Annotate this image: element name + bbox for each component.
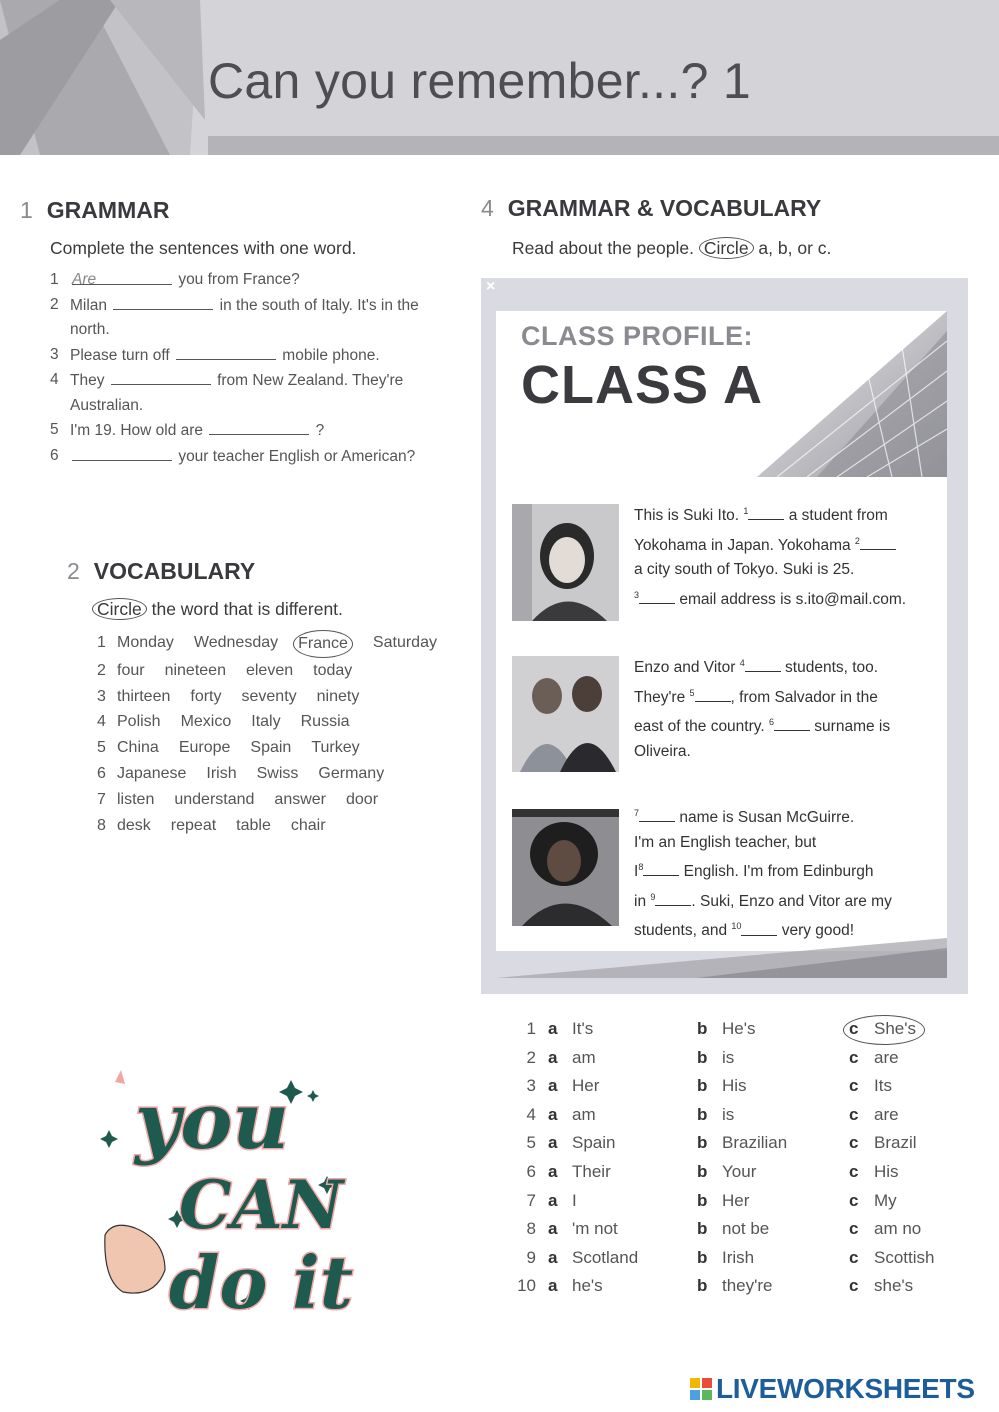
answer-row — [512, 1133, 952, 1161]
text-continuation: north. — [70, 321, 110, 338]
text: Yokohama in Japan. Yokohama — [634, 536, 855, 554]
item-number: 4 — [50, 371, 59, 388]
gap-blank[interactable] — [860, 535, 896, 550]
gap-number: 8 — [638, 862, 644, 873]
instruction-text: Read about the people. — [512, 238, 699, 258]
option-letter-b: b — [697, 1219, 708, 1239]
section-2-heading — [67, 558, 255, 585]
option-a[interactable]: It's — [572, 1019, 594, 1038]
text-before: Please turn off — [70, 346, 170, 364]
text: Enzo and Vitor — [634, 659, 740, 677]
gap-number: 2 — [854, 535, 860, 546]
text: name is Susan McGuirre. — [675, 809, 855, 827]
text-before: I'm 19. How old are — [70, 422, 204, 439]
question-number: 5 — [526, 1133, 536, 1153]
gap-number: 9 — [650, 891, 656, 902]
answer-row — [512, 1248, 952, 1276]
option-b[interactable]: Brazilian — [722, 1133, 788, 1153]
option-letter-c: c — [849, 1219, 859, 1239]
grammar-item — [50, 368, 450, 418]
logo-mark-icon — [690, 1378, 712, 1400]
header-rule — [208, 136, 999, 155]
word-option[interactable]: Swiss — [256, 764, 299, 782]
text-after: your teacher English or American? — [178, 447, 416, 465]
question-number: 8 — [526, 1219, 536, 1239]
grammar-item — [50, 444, 450, 470]
answer-row — [512, 1048, 952, 1076]
gap-blank[interactable] — [745, 657, 781, 672]
text: This is Suki Ito. — [634, 507, 744, 525]
word-option[interactable]: Spain — [250, 739, 292, 757]
word-option[interactable]: Japanese — [117, 764, 187, 782]
option-letter-b: b — [697, 1076, 708, 1096]
answer-row — [512, 1105, 952, 1133]
text-continuation: Australian. — [70, 396, 144, 414]
close-icon[interactable]: × — [486, 278, 496, 295]
vocabulary-item — [97, 787, 457, 813]
option-c[interactable]: she's — [874, 1276, 914, 1296]
option-letter-b: b — [697, 1047, 708, 1067]
grammar-item — [50, 343, 450, 369]
word-option[interactable]: Germany — [318, 764, 385, 782]
gap-number: 1 — [743, 506, 749, 516]
section-1-instruction: Complete the sentences with one word. — [50, 238, 357, 258]
sticker-word-you: you — [135, 1076, 290, 1167]
option-b[interactable]: His — [722, 1076, 747, 1096]
option-a[interactable]: Scotland — [572, 1247, 639, 1267]
item-text — [70, 343, 380, 369]
page-title: Can you remember...? 1 — [208, 53, 751, 109]
option-c[interactable]: are — [874, 1047, 899, 1067]
answer-blank[interactable] — [72, 444, 172, 461]
gap-blank[interactable] — [748, 505, 784, 520]
option-letter-a: a — [548, 1190, 558, 1210]
option-a[interactable]: am — [572, 1047, 596, 1067]
question-number: 4 — [526, 1104, 536, 1124]
word-option[interactable]: desk — [117, 816, 151, 834]
word-option[interactable]: repeat — [170, 816, 217, 834]
decorative-shards — [0, 0, 240, 155]
question-number: 1 — [526, 1019, 536, 1038]
option-letter-c: c — [849, 1047, 859, 1067]
text: They're — [634, 688, 690, 706]
vocabulary-item — [97, 761, 457, 787]
option-c[interactable]: Scottish — [874, 1247, 935, 1267]
item-text — [70, 368, 403, 418]
section-number: 4 — [481, 195, 494, 221]
section-title: VOCABULARY — [93, 558, 256, 584]
question-number: 6 — [526, 1162, 536, 1181]
gap-blank[interactable] — [643, 861, 679, 876]
susan-photo — [512, 809, 619, 926]
option-letter-a: a — [548, 1247, 558, 1267]
text: I — [634, 863, 639, 881]
vocabulary-item — [97, 813, 457, 839]
header-banner — [0, 0, 999, 155]
sticker-word-do-it: do it — [169, 1240, 354, 1325]
option-letter-a: a — [548, 1276, 558, 1296]
word-option[interactable]: Wednesday — [193, 634, 279, 651]
option-letter-c: c — [849, 1276, 859, 1296]
option-letter-c: c — [849, 1190, 859, 1210]
answer-row — [512, 1276, 952, 1304]
option-b[interactable]: is — [722, 1104, 735, 1124]
option-a[interactable]: Their — [572, 1162, 611, 1181]
text-after: in the south of Italy. It's in the — [219, 296, 419, 314]
gap-blank[interactable] — [639, 589, 675, 604]
word-option[interactable]: forty — [190, 687, 222, 705]
item-text — [70, 293, 419, 343]
option-letter-b: b — [697, 1162, 708, 1181]
option-letter-a: a — [548, 1104, 558, 1124]
answer-row — [512, 1191, 952, 1219]
option-letter-c: c — [849, 1162, 859, 1181]
item-number: 2 — [50, 295, 59, 313]
section-4-instruction — [512, 238, 831, 259]
text: east of the country. — [634, 718, 769, 736]
option-c[interactable]: am no — [874, 1219, 922, 1239]
you-can-do-it-sticker — [95, 1060, 370, 1335]
example-answer: Are — [72, 271, 97, 288]
option-a[interactable]: he's — [572, 1276, 603, 1296]
text: a city south of Tokyo. Suki is 25. — [634, 561, 855, 579]
option-letter-b: b — [697, 1133, 708, 1153]
option-c[interactable]: Its — [874, 1076, 892, 1096]
text: very good! — [777, 922, 855, 940]
answer-blank[interactable] — [72, 268, 172, 288]
gap-number: 7 — [634, 808, 640, 818]
item-number: 6 — [97, 764, 106, 782]
option-letter-a: a — [548, 1047, 558, 1067]
text: English. I'm from Edinburgh — [679, 863, 874, 881]
gap-number: 4 — [739, 658, 745, 668]
option-letter-a: a — [548, 1219, 558, 1239]
option-letter-c: c — [849, 1104, 859, 1124]
question-number: 9 — [526, 1247, 536, 1267]
option-letter-c: c — [849, 1247, 859, 1267]
item-number: 6 — [50, 446, 59, 464]
option-letter-a: a — [548, 1076, 558, 1096]
question-number: 3 — [526, 1076, 536, 1096]
instruction-text: the word that is different. — [146, 599, 343, 619]
option-letter-b: b — [697, 1104, 708, 1124]
gap-number: 6 — [768, 717, 774, 728]
option-letter-b: b — [697, 1247, 708, 1267]
question-number: 10 — [517, 1276, 536, 1296]
item-number: 1 — [97, 634, 106, 651]
option-c[interactable]: Brazil — [874, 1133, 917, 1153]
word-option[interactable]: France — [293, 630, 353, 658]
text: Oliveira. — [634, 742, 691, 760]
section-2-instruction — [97, 599, 343, 620]
option-letter-b: b — [697, 1276, 708, 1296]
section-number: 1 — [20, 197, 33, 223]
word-option[interactable]: today — [313, 661, 353, 679]
class-profile-title: CLASS A — [521, 355, 764, 415]
option-a[interactable]: 'm not — [572, 1219, 618, 1239]
grammar-item — [50, 418, 450, 444]
circle-word: Circle — [92, 598, 147, 620]
item-number: 5 — [97, 739, 106, 757]
option-c[interactable]: My — [874, 1190, 897, 1210]
option-c[interactable]: She's — [874, 1019, 916, 1038]
question-number: 2 — [526, 1047, 536, 1067]
word-option[interactable]: Turkey — [311, 739, 360, 757]
text-before: Milan — [70, 296, 108, 314]
section-number: 2 — [67, 558, 80, 584]
text: a student from — [784, 507, 888, 525]
option-letter-c: c — [849, 1019, 859, 1038]
word-option[interactable]: chair — [290, 816, 326, 834]
gap-blank[interactable] — [655, 891, 691, 906]
text: I'm an English teacher, but — [634, 833, 817, 851]
grammar-item — [50, 293, 450, 343]
option-a[interactable]: am — [572, 1104, 596, 1124]
word-option[interactable]: thirteen — [117, 687, 171, 705]
option-b[interactable]: they're — [722, 1276, 773, 1296]
answer-row — [512, 1019, 952, 1047]
text: students, too. — [780, 659, 879, 677]
text: surname is — [810, 718, 891, 736]
class-profile-panel — [496, 311, 947, 951]
word-option[interactable]: Russia — [300, 713, 350, 731]
section-title: GRAMMAR — [46, 197, 170, 223]
text-after: mobile phone. — [282, 346, 380, 364]
flexed-arm-icon — [105, 1225, 165, 1293]
item-number: 7 — [97, 790, 106, 808]
option-letter-c: c — [849, 1133, 859, 1153]
option-b[interactable]: not be — [722, 1219, 770, 1239]
text-after: ? — [315, 422, 325, 439]
sticker-word-can: CAN — [179, 1166, 344, 1244]
vocabulary-item — [97, 658, 457, 684]
gap-blank[interactable] — [639, 807, 675, 822]
item-number: 2 — [97, 661, 106, 679]
option-b[interactable]: He's — [722, 1019, 756, 1038]
word-option[interactable]: nineteen — [164, 661, 226, 679]
option-a[interactable]: Spain — [572, 1133, 616, 1153]
enzo-vitor-photo — [512, 656, 619, 772]
option-b[interactable]: is — [722, 1047, 735, 1067]
option-letter-a: a — [548, 1019, 558, 1038]
answer-row — [512, 1076, 952, 1104]
enzo-vitor-text — [634, 651, 944, 764]
item-number: 8 — [97, 816, 106, 834]
gap-blank[interactable] — [695, 687, 731, 702]
gap-blank[interactable] — [741, 921, 777, 936]
text-before: They — [70, 372, 105, 389]
text: . Suki, Enzo and Vitor are my — [691, 892, 892, 910]
option-c[interactable]: His — [874, 1162, 899, 1181]
gap-number: 10 — [731, 921, 742, 932]
option-b[interactable]: Irish — [722, 1247, 755, 1267]
text-after: from New Zealand. They're — [217, 372, 404, 389]
section-4-heading — [481, 195, 821, 222]
gap-number: 5 — [689, 687, 695, 698]
class-profile-box — [481, 278, 968, 994]
word-option[interactable]: answer — [274, 790, 326, 808]
word-option[interactable]: Italy — [251, 713, 281, 731]
word-option[interactable]: Saturday — [372, 634, 437, 651]
word-option[interactable]: Irish — [206, 764, 237, 782]
answer-blank[interactable] — [209, 418, 309, 435]
option-c[interactable]: are — [874, 1104, 899, 1124]
option-a[interactable]: I — [572, 1190, 577, 1210]
instruction-text: a, b, or c. — [753, 238, 832, 258]
word-option[interactable]: four — [117, 661, 145, 679]
word-option[interactable]: eleven — [245, 661, 294, 679]
grammar-list — [50, 268, 450, 469]
item-text — [70, 444, 415, 470]
vocabulary-item — [97, 684, 457, 710]
item-text — [70, 418, 324, 444]
item-number: 3 — [50, 345, 59, 363]
text-after: you from France? — [178, 271, 300, 288]
word-option[interactable]: understand — [174, 790, 255, 808]
option-letter-a: a — [548, 1162, 558, 1181]
word-option[interactable]: Europe — [178, 739, 231, 757]
option-a[interactable]: Her — [572, 1076, 600, 1096]
class-profile-label: CLASS PROFILE: — [521, 321, 754, 351]
option-b[interactable]: Her — [722, 1190, 750, 1210]
text: , from Salvador in the — [730, 688, 878, 706]
answer-blank[interactable] — [176, 343, 276, 360]
word-option[interactable]: listen — [117, 790, 155, 808]
word-option[interactable]: table — [236, 816, 271, 834]
answer-row — [512, 1162, 952, 1190]
answer-blank[interactable] — [111, 368, 211, 385]
option-letter-b: b — [697, 1019, 708, 1038]
question-number: 7 — [526, 1190, 536, 1210]
option-letter-b: b — [697, 1190, 708, 1210]
section-title: GRAMMAR & VOCABULARY — [507, 195, 822, 221]
word-option[interactable]: Mexico — [180, 713, 232, 731]
option-letter-a: a — [548, 1133, 558, 1153]
vocabulary-list — [97, 630, 457, 838]
item-number: 4 — [97, 713, 106, 731]
text: students, and — [634, 922, 732, 940]
option-letter-c: c — [849, 1076, 859, 1096]
text: email address is s.ito@mail.com. — [675, 590, 907, 608]
answer-blank[interactable] — [113, 293, 213, 310]
item-text — [70, 268, 300, 293]
text: in — [634, 892, 651, 910]
suki-text — [634, 499, 944, 612]
item-number: 3 — [97, 687, 106, 705]
liveworksheets-logo — [690, 1373, 975, 1405]
logo-text: LIVEWORKSHEETS — [716, 1373, 975, 1404]
answer-row — [512, 1219, 952, 1247]
option-b[interactable]: Your — [722, 1162, 757, 1181]
vocabulary-item — [97, 735, 457, 761]
vocabulary-item — [97, 709, 457, 735]
word-option[interactable]: Monday — [117, 634, 174, 651]
vocabulary-item — [97, 630, 457, 658]
suki-photo — [512, 504, 619, 621]
word-option[interactable]: ninety — [316, 687, 360, 705]
section-1-heading — [20, 197, 169, 224]
gap-blank[interactable] — [774, 716, 810, 731]
gap-number: 3 — [634, 589, 640, 600]
word-option[interactable]: door — [346, 790, 379, 808]
susan-text — [634, 801, 944, 944]
grammar-item — [50, 268, 450, 293]
circle-word: Circle — [699, 237, 754, 259]
word-option[interactable]: China — [117, 739, 159, 757]
item-number: 5 — [50, 421, 59, 438]
building-strip-image — [496, 938, 947, 978]
word-option[interactable]: seventy — [241, 687, 297, 705]
word-option[interactable]: Polish — [117, 713, 161, 731]
item-number: 1 — [50, 271, 59, 288]
